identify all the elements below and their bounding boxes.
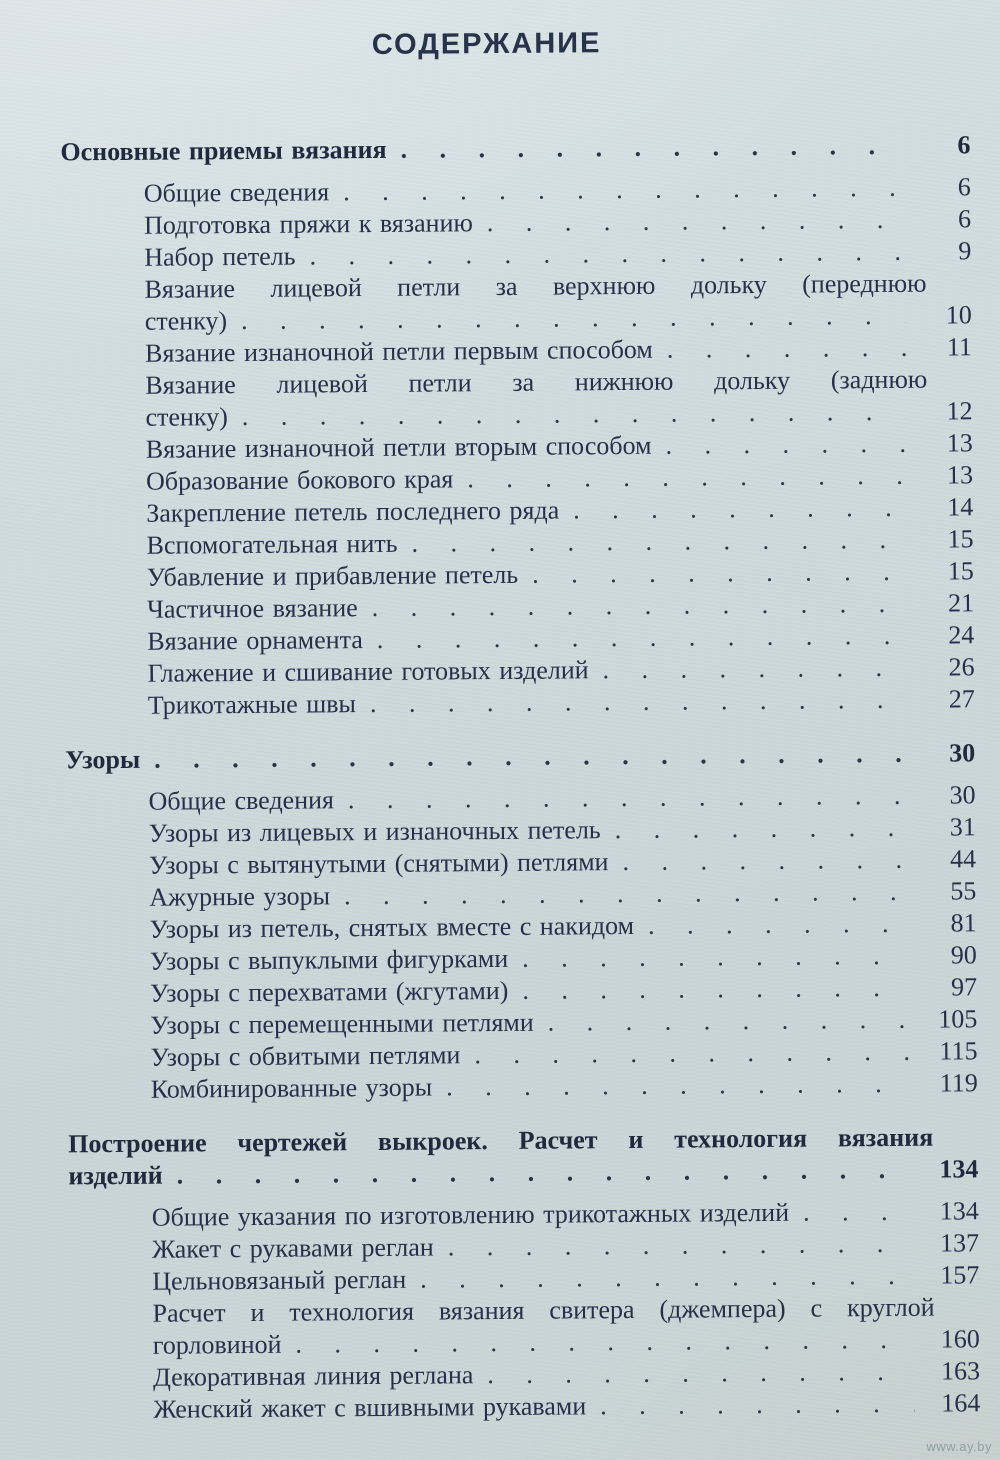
page-title: СОДЕРЖАНИЕ xyxy=(371,27,602,61)
page-number: 105 xyxy=(938,1004,978,1034)
entry-title: Образование бокового края xyxy=(145,464,454,496)
dot-leader xyxy=(803,1196,913,1229)
toc-entry-row xyxy=(151,1067,978,1105)
dot-leader xyxy=(448,1228,914,1264)
page-number: 10 xyxy=(945,300,972,330)
page-number: 30 xyxy=(949,738,976,768)
dot-leader xyxy=(344,876,910,912)
entry-title: Закрепление петель последнего ряда xyxy=(146,495,560,528)
dot-leader xyxy=(370,684,909,720)
page-number: 137 xyxy=(939,1228,980,1258)
dot-leader xyxy=(522,940,911,975)
toc-section xyxy=(68,1121,980,1426)
page-number: 55 xyxy=(950,876,977,906)
entry-title: Узоры из лицевых и изнаночных петель xyxy=(148,815,601,848)
entry-title: Построение чертежей выкроек. Расчет и технология вязания xyxy=(68,1122,934,1159)
toc-entry-row xyxy=(148,683,975,721)
dot-leader xyxy=(420,1260,913,1296)
entry-title: Узоры с обвитыми петлями xyxy=(150,1040,461,1072)
dot-leader xyxy=(377,620,909,656)
dot-leader xyxy=(487,1356,914,1391)
dot-leader xyxy=(600,1388,914,1422)
entry-title: Общие сведения xyxy=(143,177,330,208)
entry-title: Вязание изнаночной петли первым способом xyxy=(144,334,653,368)
page-number: 24 xyxy=(948,620,975,650)
toc-heading-row xyxy=(60,129,970,168)
dot-leader xyxy=(309,236,905,273)
entry-title: стенку) xyxy=(145,402,228,432)
page-number: 15 xyxy=(947,524,974,554)
page-number: 13 xyxy=(946,428,973,458)
page-number: 81 xyxy=(950,908,977,938)
entry-title: Узоры xyxy=(65,744,141,775)
dot-leader xyxy=(648,908,911,942)
entry-title: Узоры с перехватами (жгутами) xyxy=(149,975,509,1008)
watermark: www.ay.by xyxy=(926,1439,992,1454)
entry-title: Подготовка пряжи к вязанию xyxy=(143,208,473,240)
page-number: 30 xyxy=(949,780,976,810)
dot-leader xyxy=(343,172,905,208)
dot-leader xyxy=(467,460,907,495)
entry-title: Вспомогательная нить xyxy=(146,528,398,560)
entry-title: Набор петель xyxy=(144,241,296,272)
page-number: 6 xyxy=(957,130,971,160)
entry-title: Ажурные узоры xyxy=(149,881,331,912)
dot-leader xyxy=(615,812,910,846)
page-number: 27 xyxy=(948,684,975,714)
dot-leader xyxy=(474,1036,911,1071)
page-number: 14 xyxy=(947,492,974,522)
dot-leader xyxy=(573,492,907,527)
dot-leader xyxy=(665,428,907,462)
toc-heading-row xyxy=(65,737,975,776)
entry-title: горловиной xyxy=(152,1329,282,1360)
entry-title: Основные приемы вязания xyxy=(60,134,387,167)
dot-leader xyxy=(242,396,907,433)
entry-title: стенку) xyxy=(144,306,228,336)
entry-title: Глажение и сшивание готовых изделий xyxy=(147,655,589,688)
page-number: 26 xyxy=(948,652,975,682)
dot-leader xyxy=(241,300,906,337)
dot-leader xyxy=(667,332,906,366)
entry-title: Вязание орнамента xyxy=(147,625,363,656)
dot-leader xyxy=(548,1004,912,1039)
toc-entry-row xyxy=(153,1387,980,1425)
page-number: 160 xyxy=(940,1324,980,1354)
page-number: 164 xyxy=(941,1388,981,1418)
dot-leader xyxy=(622,844,910,878)
entry-title: Частичное вязание xyxy=(146,593,358,624)
entry-title: Женский жакет с вшивными рукавами xyxy=(153,1391,587,1424)
entry-title: Декоративная линия реглана xyxy=(152,1360,474,1392)
page-number: 163 xyxy=(940,1356,981,1386)
dot-leader xyxy=(154,738,909,776)
page-number: 12 xyxy=(946,396,973,426)
entry-title: Общие сведения xyxy=(148,785,335,816)
toc-sections xyxy=(60,129,980,1426)
dot-leader xyxy=(522,972,911,1007)
page-number: 44 xyxy=(949,844,977,874)
entry-title: Расчет и технология вязания свитера (джемпера) с круглой xyxy=(152,1292,935,1328)
page-number: 15 xyxy=(947,556,974,586)
page-number: 11 xyxy=(946,332,973,362)
entry-title: Узоры из петель, снятых вместе с накидом xyxy=(149,910,635,944)
page-number: 119 xyxy=(939,1068,978,1098)
page-number: 97 xyxy=(950,972,978,1002)
dot-leader xyxy=(602,652,908,686)
entry-title: Вязание лицевой петли за нижнюю дольку (заднюю xyxy=(145,364,928,400)
dot-leader xyxy=(177,1154,913,1192)
page-number: 6 xyxy=(957,204,972,234)
page-number: 31 xyxy=(949,812,976,842)
page-number: 134 xyxy=(939,1154,979,1184)
dot-leader xyxy=(348,780,910,816)
entry-title: Узоры с перемещенными петлями xyxy=(150,1007,534,1040)
page-number: 21 xyxy=(947,588,975,618)
page-number: 9 xyxy=(958,236,972,266)
dot-leader xyxy=(532,556,908,591)
entry-title: Жакет с рукавами реглан xyxy=(151,1232,434,1264)
entry-title: Цельновязаный реглан xyxy=(152,1264,407,1296)
toc-heading-row xyxy=(68,1153,978,1192)
page-number: 6 xyxy=(957,172,971,202)
entry-title: изделий xyxy=(68,1160,163,1191)
page-number: 13 xyxy=(946,460,974,490)
page-number: 134 xyxy=(939,1196,979,1226)
entry-title: Убавление и прибавление петель xyxy=(146,559,519,592)
dot-leader xyxy=(295,1324,914,1361)
entry-title: Общие указания по изготовлению трикотажных изделий xyxy=(151,1197,790,1232)
page-number: 157 xyxy=(940,1260,980,1290)
page-number: 115 xyxy=(939,1036,978,1066)
toc-section xyxy=(60,129,975,722)
dot-leader xyxy=(372,588,909,624)
entry-title: Узоры с вытянутыми (снятыми) петлями xyxy=(148,847,609,880)
dot-leader xyxy=(487,204,905,239)
dot-leader xyxy=(446,1068,912,1104)
toc-section xyxy=(65,737,978,1106)
entry-title: Узоры с выпуклыми фигурками xyxy=(149,943,509,976)
dot-leader xyxy=(411,524,907,560)
entry-title: Вязание изнаночной петли вторым способом xyxy=(145,430,652,464)
page-number: 90 xyxy=(950,940,977,970)
entry-title: Комбинированные узоры xyxy=(150,1072,433,1104)
entry-title: Трикотажные швы xyxy=(147,689,357,720)
dot-leader xyxy=(400,130,904,166)
entry-title: Вязание лицевой петли за верхнюю дольку (переднюю xyxy=(144,268,927,304)
